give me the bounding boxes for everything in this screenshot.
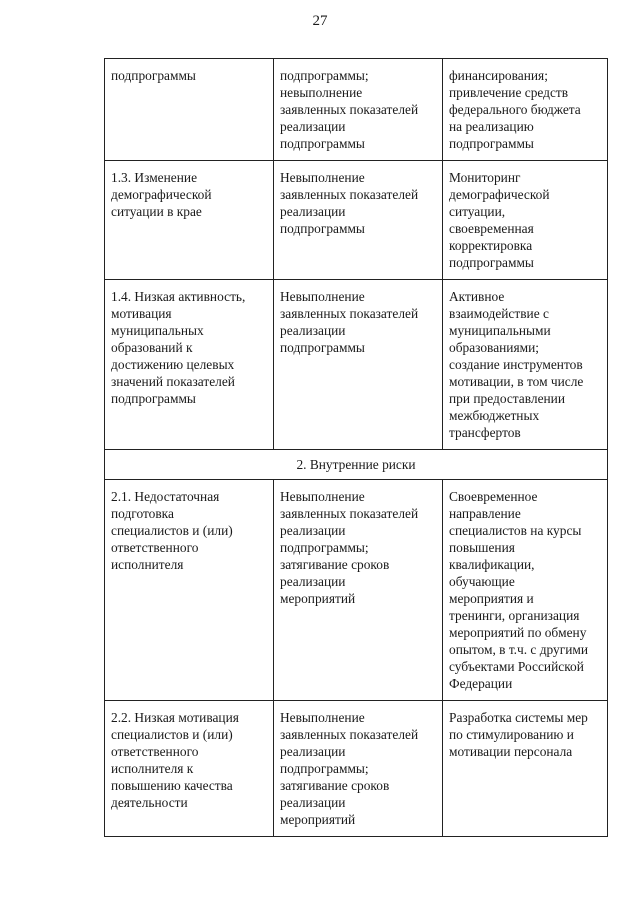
measures-cell: Разработка системы мер по стимулированию и мотивации персонала (443, 701, 608, 837)
section-heading: 2. Внутренние риски (105, 450, 608, 480)
consequence-cell: Невыполнение заявленных показателей реализации подпрограммы (274, 161, 443, 280)
risk-cell: подпрограммы (105, 59, 274, 161)
measures-cell: Активное взаимодействие с муниципальными образованиями; создание инструментов мотивации, в том числе при предоставлении межбюджетных трансфертов (443, 280, 608, 450)
table-row (105, 59, 608, 161)
table-row (105, 161, 608, 280)
measures-cell: финансирования; привлечение средств федерального бюджета на реализацию подпрограммы (443, 59, 608, 161)
consequence-cell: Невыполнение заявленных показателей реализации подпрограммы; затягивание сроков реализации мероприятий (274, 480, 443, 701)
table-row (105, 480, 608, 701)
risk-table (104, 58, 608, 837)
page-number: 27 (312, 13, 328, 29)
risk-cell: 2.2. Низкая мотивация специалистов и (или) ответственного исполнителя к повышению качества деятельности (105, 701, 274, 837)
risk-cell: 2.1. Недостаточная подготовка специалистов и (или) ответственного исполнителя (105, 480, 274, 701)
section-heading-row (105, 450, 608, 480)
risk-cell: 1.3. Изменение демографической ситуации в крае (105, 161, 274, 280)
risk-cell: 1.4. Низкая активность, мотивация муниципальных образований к достижению целевых значений показателей подпрограммы (105, 280, 274, 450)
consequence-cell: Невыполнение заявленных показателей реализации подпрограммы (274, 280, 443, 450)
table-row (105, 280, 608, 450)
measures-cell: Мониторинг демографической ситуации, своевременная корректировка подпрограммы (443, 161, 608, 280)
table-row (105, 701, 608, 837)
consequence-cell: подпрограммы; невыполнение заявленных показателей реализации подпрограммы (274, 59, 443, 161)
measures-cell: Своевременное направление специалистов на курсы повышения квалификации, обучающие мероприятия и тренинги, организация мероприятий по обмену опытом, в т.ч. с другими субъектами Российской Федерации (443, 480, 608, 701)
consequence-cell: Невыполнение заявленных показателей реализации подпрограммы; затягивание сроков реализации мероприятий (274, 701, 443, 837)
